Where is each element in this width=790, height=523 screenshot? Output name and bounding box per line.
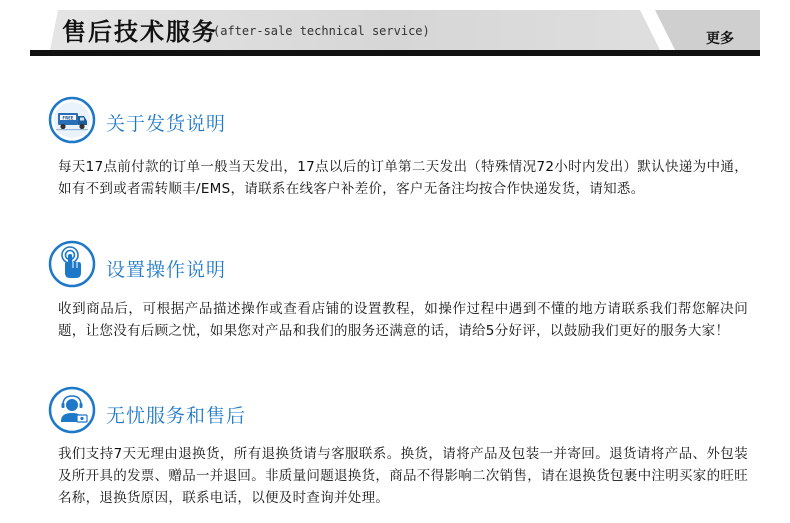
customer-service-icon (48, 386, 96, 434)
section-body-shipping: 每天17点前付款的订单一般当天发出，17点以后的订单第二天发出（特殊情况72小时内发出）默认快递为中通，如有不到或者需转顺丰/EMS，请联系在线客户补差价，客户无备注均按合作快递发货，请知悉。 (58, 159, 748, 197)
section-title-setup: 设置操作说明 (106, 259, 227, 281)
page-subtitle: (after-sale technical service) (213, 24, 430, 38)
section-title-service: 无忧服务和售后 (106, 405, 247, 427)
section-body-service: 我们支持7天无理由退换货，所有退换货请与客服联系。换货，请将产品及包装一并寄回。退货请将产品、外包装及所开具的发票、赠品一并退回。非质量问题退换货，商品不得影响二次销售，请在退换货包裹中注明买家的旺旺名称，退换货原因，联系电话，以便及时查询并处理。 (58, 446, 748, 506)
section-title-shipping: 关于发货说明 (106, 113, 227, 135)
more-link[interactable]: 更多 (706, 31, 734, 47)
header-banner (0, 0, 790, 62)
page-title: 售后技术服务 (62, 18, 218, 46)
touch-hand-icon (48, 240, 96, 288)
delivery-truck-icon (48, 96, 96, 144)
section-body-setup: 收到商品后，可根据产品描述操作或查看店铺的设置教程，如操作过程中遇到不懂的地方请联系我们帮您解决问题，让您没有后顾之忧，如果您对产品和我们的服务还满意的话，请给5分好评，以鼓励我们更好的服务大家！ (58, 301, 748, 339)
free-badge-text: FREE (62, 115, 74, 121)
